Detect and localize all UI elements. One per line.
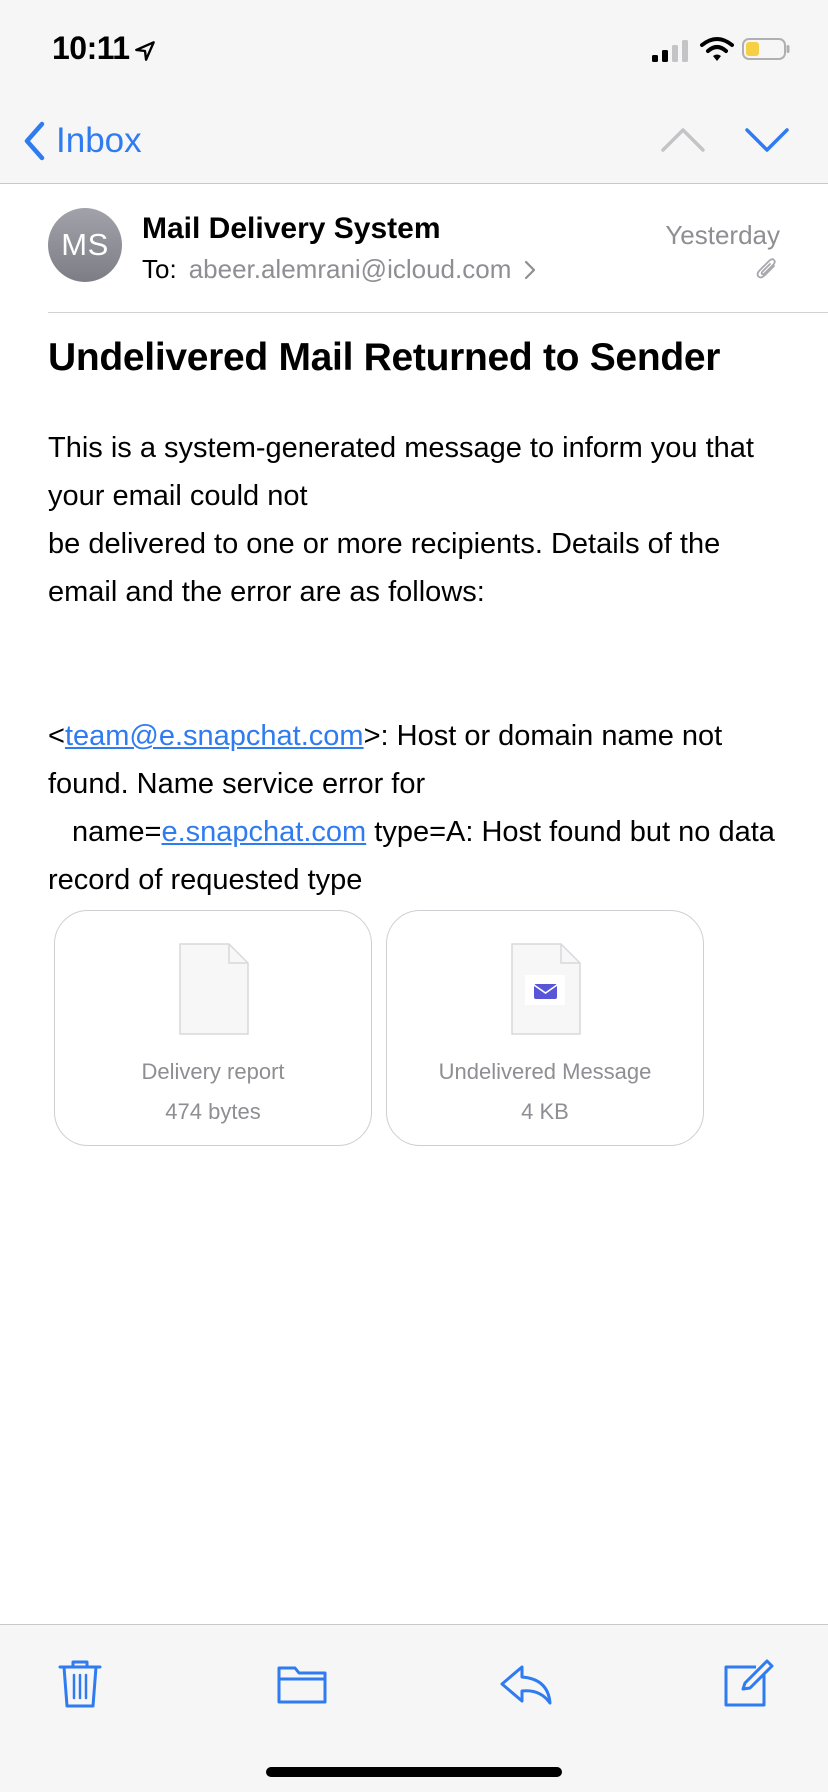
battery-icon bbox=[742, 36, 790, 62]
folder-icon[interactable] bbox=[272, 1653, 332, 1713]
email-link[interactable]: team@e.snapchat.com bbox=[64, 720, 364, 752]
mail-document-icon bbox=[509, 941, 583, 1037]
body-text: name= bbox=[72, 816, 162, 848]
header-divider bbox=[48, 312, 828, 313]
message-body-intro bbox=[48, 424, 788, 616]
to-label: To: bbox=[142, 254, 177, 284]
next-message-chevron-down-icon[interactable] bbox=[744, 122, 790, 158]
back-to-inbox-button[interactable] bbox=[22, 118, 142, 164]
back-label: Inbox bbox=[56, 121, 142, 160]
attachment-undelivered-message[interactable] bbox=[386, 910, 704, 1146]
chevron-right-icon bbox=[523, 259, 537, 281]
location-arrow-icon bbox=[132, 38, 158, 64]
cellular-signal-icon bbox=[652, 40, 690, 62]
sender-name[interactable]: Mail Delivery System bbox=[142, 212, 441, 245]
paperclip-icon bbox=[754, 256, 780, 282]
recipient-row[interactable] bbox=[142, 254, 537, 285]
body-text: < bbox=[48, 720, 65, 752]
trash-icon[interactable] bbox=[50, 1653, 110, 1713]
sender-avatar: MS bbox=[48, 208, 122, 282]
compose-icon[interactable] bbox=[716, 1653, 776, 1713]
body-line: This is a system-generated message to inform you that your email could not bbox=[48, 432, 754, 512]
message-date: Yesterday bbox=[665, 220, 780, 250]
bottom-toolbar bbox=[0, 1624, 828, 1792]
reply-icon[interactable] bbox=[496, 1653, 556, 1713]
document-icon bbox=[177, 941, 251, 1037]
attachment-name: Delivery report bbox=[141, 1059, 285, 1084]
chevron-left-icon bbox=[22, 121, 48, 161]
top-bar bbox=[0, 0, 828, 184]
home-indicator bbox=[266, 1767, 562, 1777]
attachment-name: Undelivered Message bbox=[438, 1059, 652, 1084]
wifi-icon bbox=[700, 36, 734, 62]
message-subject: Undelivered Mail Returned to Sender bbox=[48, 336, 721, 379]
attachment-size: 4 KB bbox=[521, 1099, 569, 1124]
body-text: type=A: Host found but no data record of requested type bbox=[48, 816, 775, 896]
previous-message-chevron-up-icon[interactable] bbox=[660, 122, 706, 158]
status-time: 10:11 bbox=[52, 30, 130, 66]
attachment-delivery-report[interactable] bbox=[54, 910, 372, 1146]
body-text: >: Host or domain name not found. Name service error for bbox=[48, 720, 723, 800]
attachment-size: 474 bytes bbox=[165, 1099, 261, 1124]
domain-link[interactable]: e.snapchat.com bbox=[161, 816, 367, 848]
body-line: be delivered to one or more recipients. Details of the email and the error are as follows: bbox=[48, 528, 721, 608]
recipient-address: abeer.alemrani@icloud.com bbox=[188, 254, 512, 284]
message-body-error bbox=[48, 712, 788, 904]
